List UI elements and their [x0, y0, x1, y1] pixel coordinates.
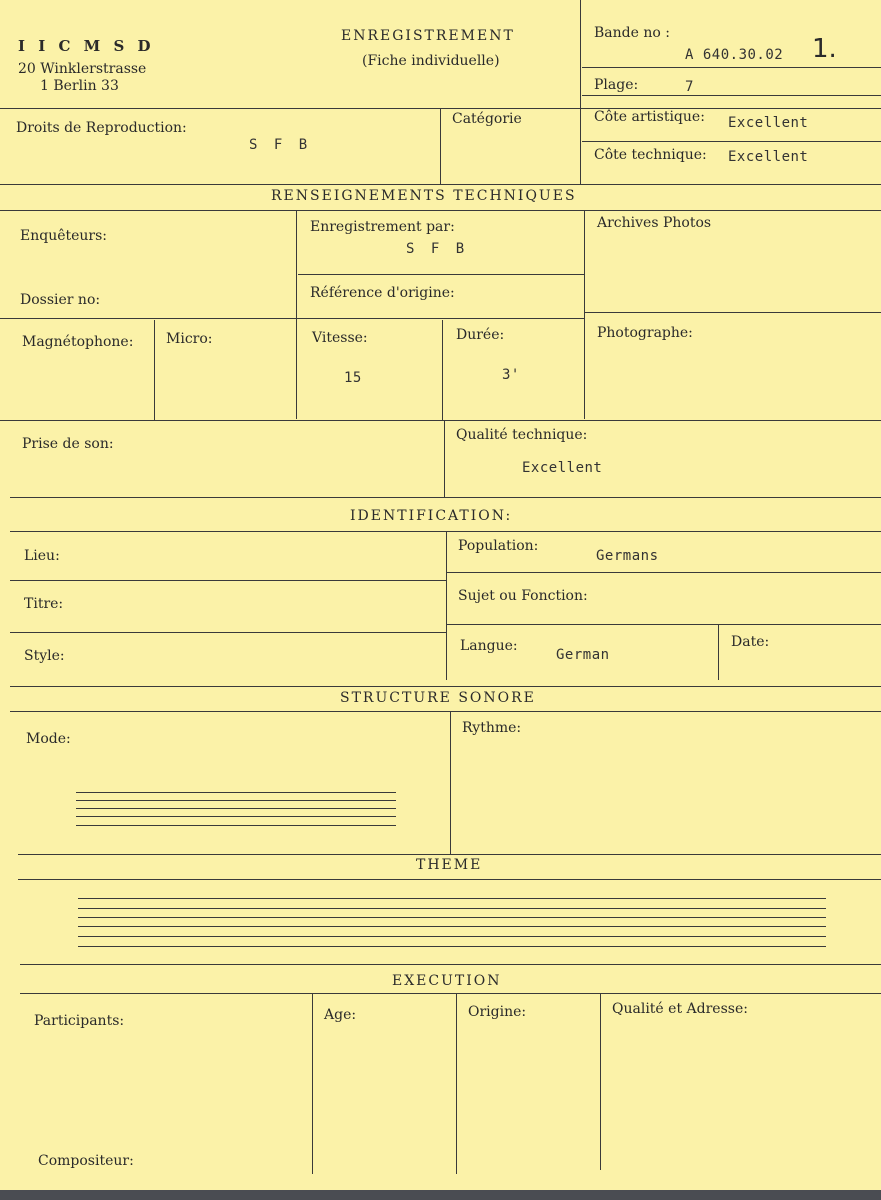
reference-line: [298, 274, 584, 275]
plage-value: 7: [685, 79, 694, 95]
technique-heading-line: [0, 184, 881, 185]
qualite-adresse-label: Qualité et Adresse:: [612, 1001, 748, 1017]
enregistrement-par-label: Enregistrement par:: [310, 219, 455, 235]
enqueteurs-label: Enquêteurs:: [20, 228, 108, 244]
org-address-street: 20 Winklerstrasse: [18, 61, 147, 77]
theme-heading: THEME: [416, 857, 483, 873]
date-label: Date:: [731, 634, 770, 650]
prise-de-son-line: [0, 420, 881, 421]
bande-label: Bande no :: [594, 25, 670, 41]
qualite-technique-value: Excellent: [522, 460, 603, 476]
bande-value: A 640.30.02: [685, 47, 784, 63]
titre-line-left: [10, 580, 446, 581]
magnetophone-line-right: [584, 312, 881, 313]
categorie-label: Catégorie: [452, 111, 522, 127]
structure-heading-line: [10, 686, 881, 687]
age-divider: [312, 994, 313, 1174]
style-line-right: [446, 624, 881, 625]
mode-label: Mode:: [26, 731, 71, 747]
structure-heading: STRUCTURE SONORE: [340, 690, 536, 706]
cote-line: [582, 141, 881, 142]
population-value: Germans: [596, 548, 659, 564]
droits-value: S F B: [249, 137, 312, 153]
identification-divider: [446, 532, 447, 680]
titre-line-right: [446, 572, 881, 573]
dossier-label: Dossier no:: [20, 292, 101, 308]
micro-label: Micro:: [166, 331, 213, 347]
technique-divider-1: [296, 211, 297, 419]
sujet-label: Sujet ou Fonction:: [458, 588, 588, 604]
header-divider: [580, 0, 581, 184]
form-title: ENREGISTREMENT: [341, 28, 515, 44]
langue-value: German: [556, 647, 610, 663]
prise-de-son-label: Prise de son:: [22, 436, 114, 452]
form-subtitle: (Fiche individuelle): [362, 53, 500, 69]
bande-handwritten: 1.: [812, 34, 837, 64]
titre-label: Titre:: [24, 596, 64, 612]
age-label: Age:: [324, 1007, 357, 1023]
theme-heading-line: [18, 854, 881, 855]
execution-heading: EXECUTION: [392, 973, 502, 989]
archives-photos-label: Archives Photos: [597, 215, 712, 231]
bande-line: [582, 67, 881, 68]
droits-label: Droits de Reproduction:: [16, 120, 187, 136]
execution-top-line: [20, 993, 881, 994]
theme-top-line: [18, 879, 881, 880]
compositeur-label: Compositeur:: [38, 1153, 134, 1169]
population-label: Population:: [458, 538, 539, 554]
participants-label: Participants:: [34, 1013, 125, 1029]
photographe-label: Photographe:: [597, 325, 693, 341]
plage-label: Plage:: [594, 77, 639, 93]
origine-label: Origine:: [468, 1004, 527, 1020]
origine-divider: [456, 994, 457, 1174]
qualite-adresse-divider: [600, 994, 601, 1170]
structure-top-line: [10, 711, 881, 712]
technique-heading: RENSEIGNEMENTS TECHNIQUES: [271, 188, 577, 204]
technique-divider-2: [584, 211, 585, 419]
lieu-label: Lieu:: [24, 548, 60, 564]
duree-label: Durée:: [456, 327, 505, 343]
magnetophone-label: Magnétophone:: [22, 334, 134, 350]
enregistrement-par-value: S F B: [406, 241, 469, 257]
reference-label: Référence d'origine:: [310, 285, 455, 301]
org-address-city: 1 Berlin 33: [40, 78, 119, 94]
rythme-divider: [450, 712, 451, 854]
langue-label: Langue:: [460, 638, 518, 654]
date-divider: [718, 625, 719, 680]
identification-heading: IDENTIFICATION:: [350, 508, 513, 524]
vitesse-value: 15: [344, 370, 362, 386]
duree-value: 3': [502, 367, 520, 383]
qualite-divider: [444, 421, 445, 497]
duree-divider: [442, 320, 443, 420]
execution-heading-line: [20, 964, 881, 965]
micro-divider: [154, 320, 155, 420]
org-logo: I I C M S D: [18, 37, 155, 55]
technique-top-line: [0, 210, 881, 211]
identification-heading-line: [10, 497, 881, 498]
cote-artistique-label: Côte artistique:: [594, 109, 705, 125]
cote-artistique-value: Excellent: [728, 115, 809, 131]
style-label: Style:: [24, 648, 65, 664]
qualite-technique-label: Qualité technique:: [456, 427, 588, 443]
magnetophone-line-left: [0, 318, 584, 319]
rythme-label: Rythme:: [462, 720, 522, 736]
style-line-left: [10, 632, 446, 633]
cote-technique-value: Excellent: [728, 149, 809, 165]
categorie-divider: [440, 109, 441, 184]
cote-technique-label: Côte technique:: [594, 147, 707, 163]
vitesse-label: Vitesse:: [312, 330, 368, 346]
plage-line: [582, 95, 881, 96]
